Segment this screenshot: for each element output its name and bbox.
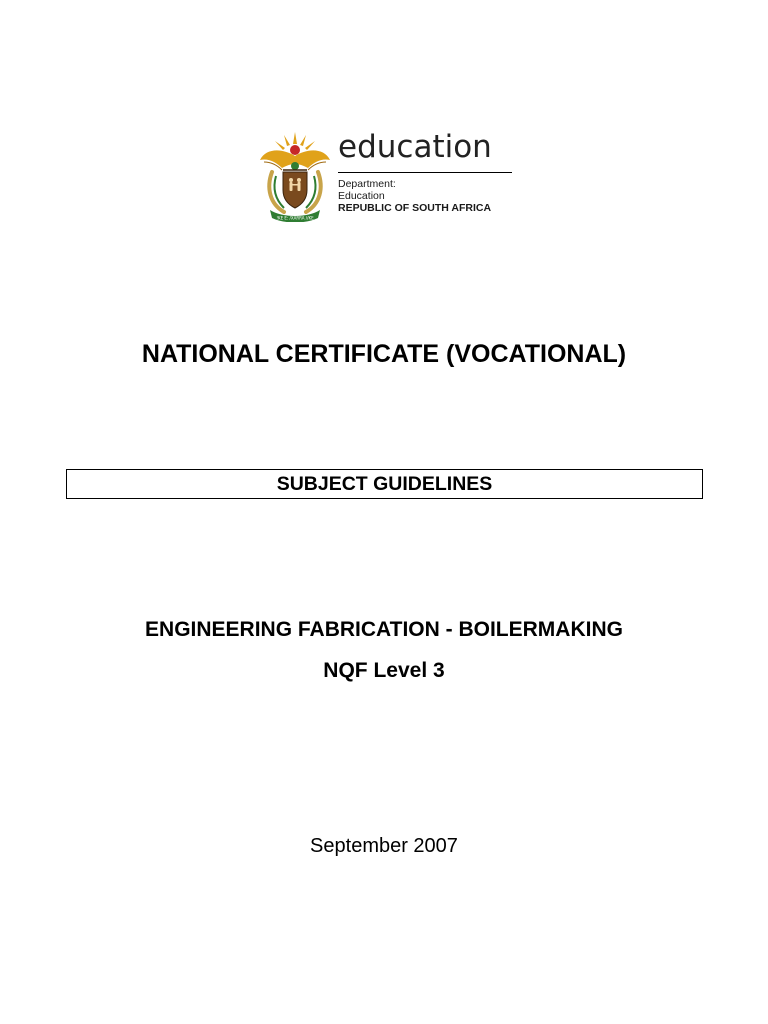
- motto-text: !KE E: /XARRA //KE: [276, 215, 314, 221]
- logo-department-label: Department:: [338, 178, 396, 190]
- subject-guidelines-heading: SUBJECT GUIDELINES: [66, 469, 703, 499]
- document-title: NATIONAL CERTIFICATE (VOCATIONAL): [141, 340, 627, 368]
- department-logo: [238, 110, 530, 234]
- logo-wordmark: education: [338, 129, 492, 165]
- publication-date: September 2007: [310, 835, 458, 857]
- logo-country: REPUBLIC OF SOUTH AFRICA: [338, 202, 492, 214]
- subject-title: ENGINEERING FABRICATION - BOILERMAKING: [145, 618, 623, 641]
- coat-of-arms-icon: [256, 130, 334, 222]
- logo-divider: [338, 172, 512, 173]
- nqf-level: NQF Level 3: [323, 659, 445, 682]
- logo-department-name: Education: [338, 190, 385, 202]
